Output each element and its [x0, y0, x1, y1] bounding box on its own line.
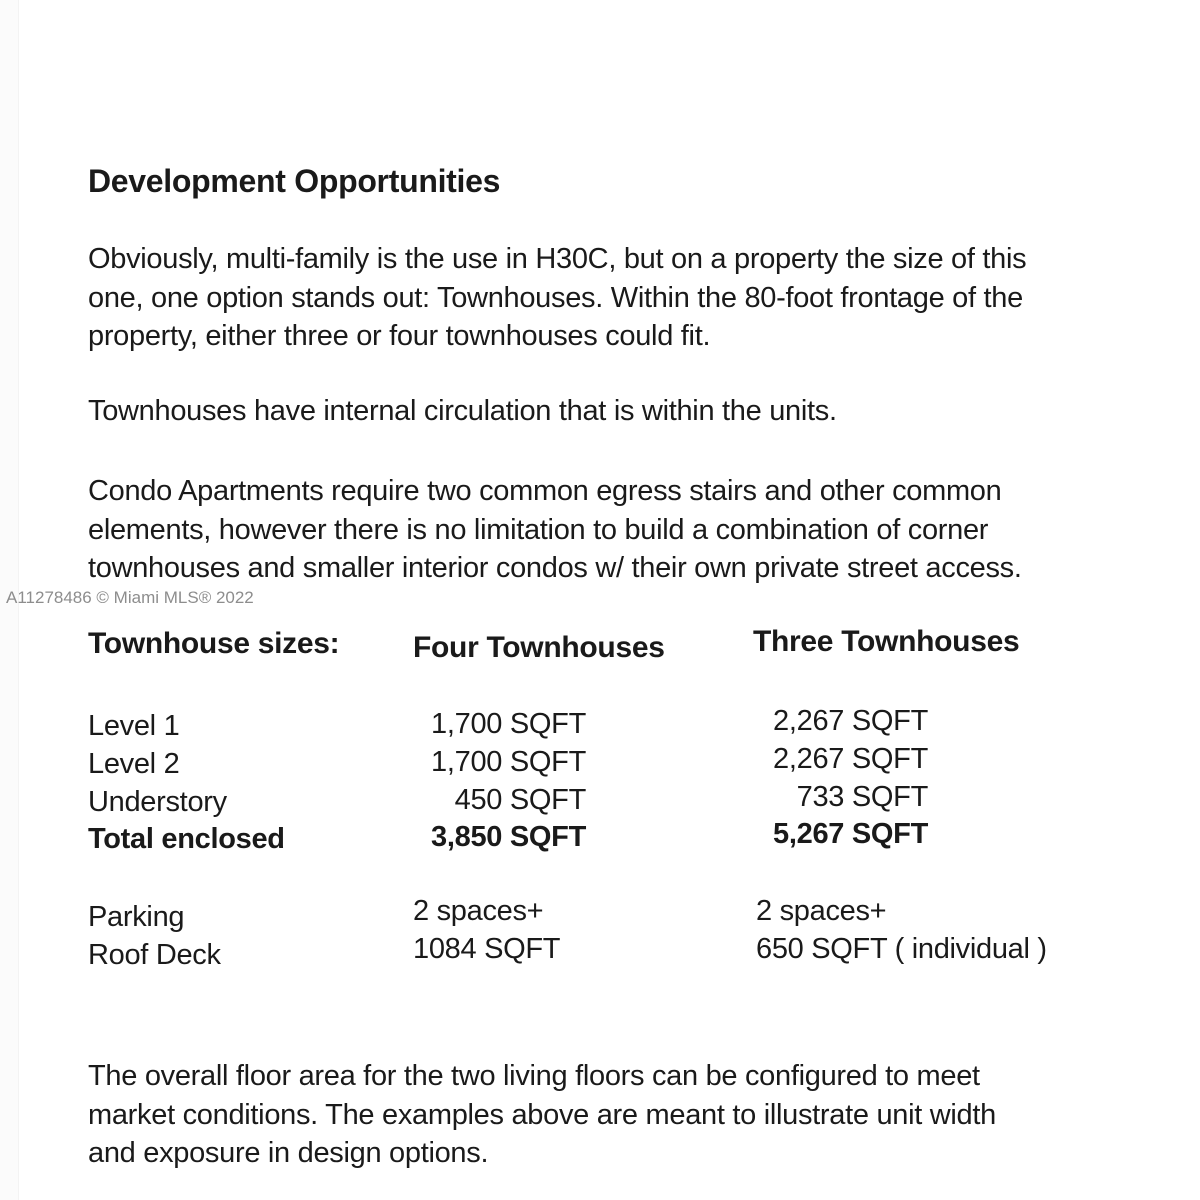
value-four-level-1: 1,700 SQFT: [431, 708, 586, 740]
table-header-four-townhouses: Four Townhouses: [413, 631, 665, 664]
paragraph-condo: [88, 472, 1022, 588]
paragraph-condo-line: elements, however there is no limitation to build a combination of corner: [88, 513, 989, 546]
value-three-level-1: 2,267 SQFT: [773, 705, 928, 737]
row-label-level-2: Level 2: [88, 748, 180, 780]
row-label-parking: Parking: [88, 901, 185, 933]
paragraph-intro-line: property, either three or four townhouses could fit.: [88, 320, 711, 352]
paragraph-intro-line: one, one option stands out: Townhouses. Within the 80-foot frontage of the: [88, 281, 1023, 314]
document-title: Development Opportunities: [88, 163, 501, 199]
value-four-roof-deck: 1084 SQFT: [413, 933, 561, 965]
value-four-total-enclosed: 3,850 SQFT: [431, 821, 586, 853]
table-header-three-townhouses: Three Townhouses: [753, 625, 1020, 658]
mls-watermark: A11278486 © Miami MLS® 2022: [6, 588, 254, 607]
paragraph-condo-line: townhouses and smaller interior condos w/ their own private street access.: [88, 552, 1022, 584]
row-label-level-1: Level 1: [88, 710, 180, 742]
paragraph-condo-line: Condo Apartments require two common egress stairs and other common: [88, 475, 1002, 507]
paragraph-closing-line: and exposure in design options.: [88, 1137, 489, 1169]
value-three-total-enclosed: 5,267 SQFT: [773, 818, 928, 850]
paragraph-closing-line: The overall floor area for the two living floors can be configured to meet: [88, 1060, 980, 1092]
row-label-understory: Understory: [88, 786, 227, 818]
paragraph-circulation-line: Townhouses have internal circulation that is within the units.: [88, 395, 837, 427]
value-four-parking: 2 spaces+: [413, 895, 544, 927]
value-four-level-2: 1,700 SQFT: [431, 746, 586, 778]
value-three-parking: 2 spaces+: [756, 895, 887, 927]
row-label-total-enclosed: Total enclosed: [88, 823, 285, 855]
paragraph-closing-line: market conditions. The examples above are meant to illustrate unit width: [88, 1098, 996, 1131]
value-three-level-2: 2,267 SQFT: [773, 743, 928, 775]
value-three-roof-deck: 650 SQFT ( individual ): [756, 933, 1047, 965]
value-four-understory: 450 SQFT: [454, 784, 586, 816]
paragraph-intro-line: Obviously, multi-family is the use in H30C, but on a property the size of this: [88, 243, 1027, 275]
value-three-understory: 733 SQFT: [796, 781, 928, 813]
paragraph-circulation: [88, 392, 837, 431]
paragraph-intro: [88, 240, 1026, 356]
paragraph-closing: [88, 1057, 996, 1173]
table-header-sizes: Townhouse sizes:: [88, 627, 340, 660]
row-label-roof-deck: Roof Deck: [88, 939, 221, 971]
